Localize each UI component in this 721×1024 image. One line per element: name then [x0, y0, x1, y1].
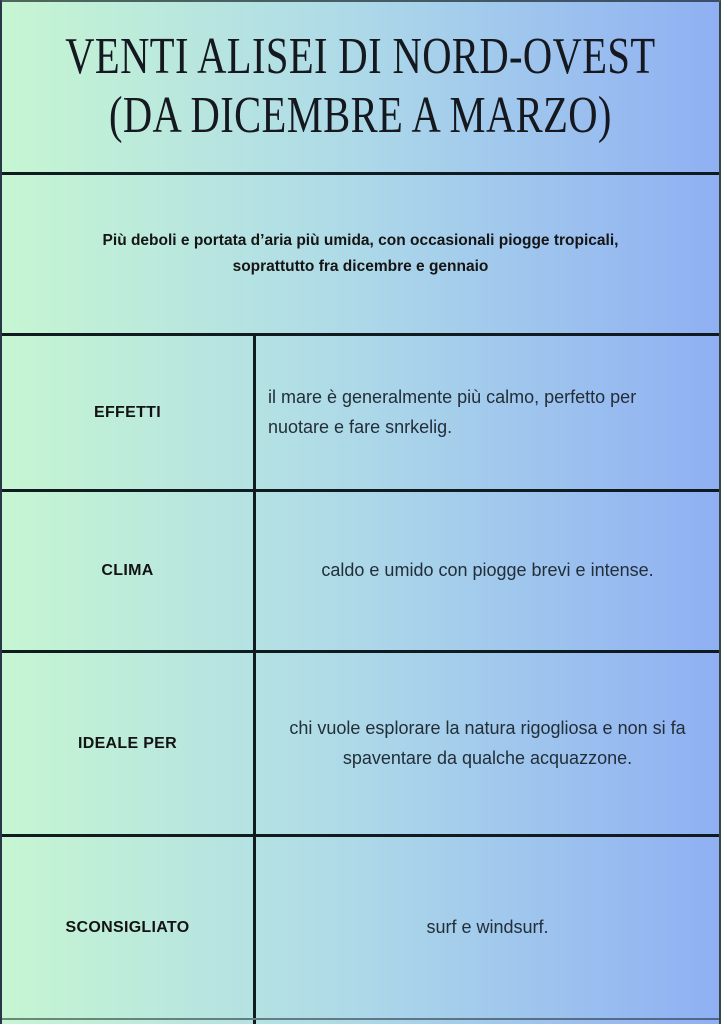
title-section — [2, 2, 719, 172]
subtitle-section — [2, 172, 719, 333]
table-row — [2, 650, 719, 834]
subtitle-line-1: Più deboli e portata d’aria più umida, con occasionali piogge tropicali, — [102, 232, 619, 250]
subtitle — [103, 228, 619, 279]
row-label: IDEALE PER — [77, 734, 177, 752]
row-value: il mare è generalmente più calmo, perfetto per nuotare e fare snrkelig. — [268, 387, 637, 437]
page-title-line-2: (DA DICEMBRE A MARZO) — [109, 87, 612, 144]
table-row — [2, 489, 719, 650]
page-title — [0, 28, 721, 146]
row-value: surf e windsurf. — [426, 916, 549, 937]
row-value: caldo e umido con piogge brevi e intense. — [321, 560, 654, 581]
row-value-cell — [256, 837, 719, 1018]
subtitle-line-2: soprattutto fra dicembre e gennaio — [232, 258, 489, 275]
bottom-strip-value-column — [256, 1020, 719, 1024]
row-label-cell — [2, 336, 256, 489]
row-value-cell — [256, 653, 719, 834]
row-label: EFFETTI — [94, 403, 161, 421]
row-value-cell — [256, 492, 719, 650]
bottom-strip — [2, 1018, 719, 1024]
row-label: CLIMA — [101, 562, 154, 579]
row-value: chi vuole esplorare la natura rigogliosa e non si fa spaventare da qualche acquazzone. — [289, 718, 686, 768]
row-value-cell — [256, 336, 719, 489]
row-label: SCONSIGLIATO — [65, 918, 190, 936]
table-row — [2, 834, 719, 1018]
page-title-line-1: VENTI ALISEI DI NORD-OVEST — [65, 28, 656, 86]
table-row — [2, 333, 719, 489]
row-label-cell — [2, 653, 256, 834]
row-label-cell — [2, 837, 256, 1018]
row-label-cell — [2, 492, 256, 650]
bottom-strip-label-column — [2, 1020, 256, 1024]
info-table — [2, 333, 719, 1018]
